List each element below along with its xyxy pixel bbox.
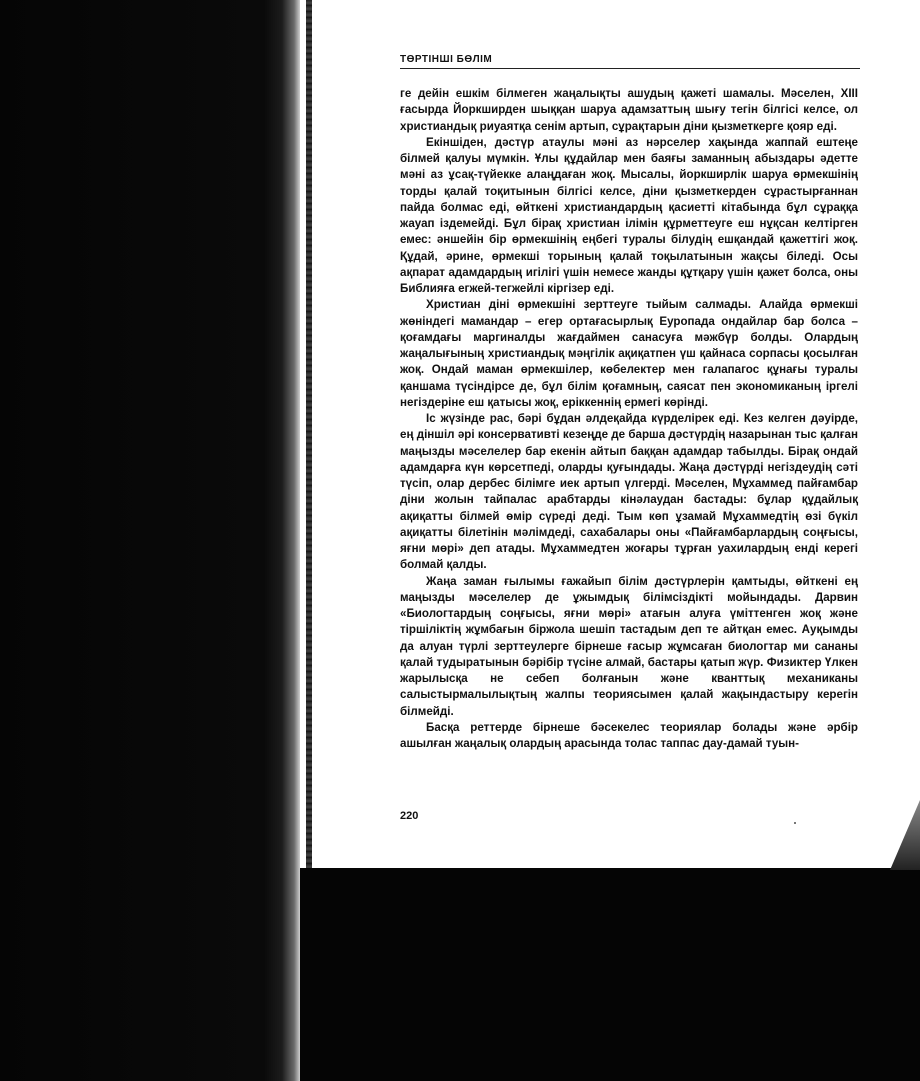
- paragraph: Басқа реттерде бірнеше бәсекелес теориялар болады және әрбір ашылған жаңалық олардың арасында толас таппас дау-дамай туын-: [400, 720, 858, 750]
- running-head: ТӨРТІНШІ БӨЛІМ: [400, 54, 493, 65]
- body-text: [400, 86, 858, 752]
- page-number: 220: [400, 810, 419, 822]
- paragraph: ге дейін ешкім білмеген жаңалықты ашудың қажеті шамалы. Мәселен, XIII ғасырда Йоркширден шыққан шаруа адамзаттың шығу тегін білгісі келсе, ол христиандық риуаятқа сенім артып, сұрақтарын діни қызметкерге қояр еді.: [400, 87, 858, 133]
- scan-bottom-border: [300, 868, 920, 1081]
- scan-left-border: [0, 0, 300, 1081]
- paragraph: Іс жүзінде рас, бәрі бұдан әлдеқайда күрделірек еді. Кез келген дәуірде, ең діншіл әрі консервативті кезеңде де барша дәстүрдің назарынан тыс қалған маңызды мәселелер бар екенін айтып баққан адамдар табылды. Бірақ ондай адамдарға күн көрсетпеді, оларды қуғындады. Жаңа дәстүрді негіздеудің сәті түсіп, олар дербес білімге иек артып үлгерді. Мәселен, Мұхаммед пайғамбар діни жолын тайпалас арабтарды кінәлаудан бастады: бұлар құдайлық ақиқатты білмей өмір сүреді деді. Тым көп ұзамай Мұхаммедтің өзі бүкіл ақиқатты білетінін мәлімдеді, сахабалары оны «Пайғамбарлардың соңғысы, яғни мөрі» деп атады. Мұхаммедтен жоғары тұрған уахилардың енді керегі болмай қалды.: [400, 412, 858, 572]
- paragraph: Христиан діні өрмекшіні зерттеуге тыйым салмады. Алайда өрмекші жөніндегі мамандар – егер ортағасырлық Еуропада ондайлар бар болса – қоғамдағы маргиналды жағдаймен санасуға мәжбүр болды. Олардың жаңалығының христиандық мәңгілік ақиқатпен үш қайнаса сорпасы қосылған жоқ. Ондай маман өрмекшілер, көбелектер мен галапагос құнағы туралы қаншама түсіндірсе де, бұл білім қоғамның, саясат пен экономиканың іргелі негіздеріне еш қатысы жоқ, еріккеннің ермегі көрінді.: [400, 298, 858, 409]
- scan-speck: [794, 822, 796, 824]
- paragraph: Екіншіден, дәстүр атаулы мәні аз нәрселер хақында жаппай ештеңе білмей қалуы мүмкін. Ұлы құдайлар мен баяғы заманның абыздары әдетте мәні аз ұсақ-түйекке алаңдаған жоқ. Мысалы, йоркширлік шаруа өрмекшінің торды қалай тоқитынын білгісі келсе, діни қызметкерден сұрастырғаннан пайда болмас еді, өйткені христиандардың қасиетті кітабында бұл сұраққа жауап іздемейді. Бұл бірақ христиан ілімін құрметтеуге еш нұқсан келтірген емес: әншейін бір өрмекшінің еңбегі туралы білудің ешқандай қажеттігі жоқ. Құдай, әрине, өрмекші торының қалай тоқылатынын жақсы біледі. Осы ақпарат адамдардың игілігі үшін немесе жанды құтқару үшін қажет болса, оны Библияға егжей-тегжейлі кіргізер еді.: [400, 135, 858, 295]
- book-page: [312, 0, 920, 868]
- paragraph: Жаңа заман ғылымы ғажайып білім дәстүрлерін қамтыды, өйткені ең маңызды мәселелер де ұжымдық білімсіздікті мойындады. Дарвин «Биологтардың соңғысы, яғни мөрі» атағын алуға үміттенген жоқ және тіршіліктің жұмбағын біржола шешіп тастадым деп те айтқан емес. Ауқымды да алуан түрлі зерттеулерге бірнеше ғасыр жұмсаған биологтар ми сананы қалай тудыратынын бәрібір түсіне алмай, бастары қатып жүр. Физиктер Үлкен жарылысқа не себеп болғанын және кванттық механиканы салыстырмалылықтың жалпы теориясымен қалай жақындастыру керегін білмейді.: [400, 574, 858, 718]
- header-rule: [400, 68, 860, 69]
